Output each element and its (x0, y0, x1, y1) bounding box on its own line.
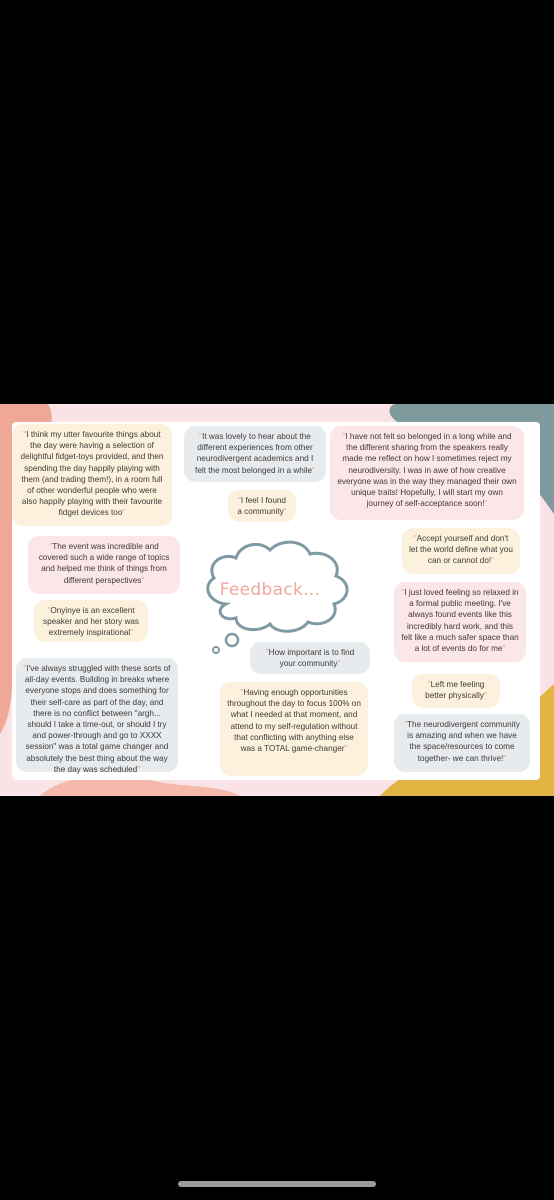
quote-bubble: "I have not felt so belonged in a long while and the different sharing from the speakers really made me reflect on how I sometimes reject my neurodiversity. I was in awe of how creative everyone was in the way they managed their own unique traits! Hopefully, I will start my own journey of self-acceptance soon!" (330, 426, 524, 520)
quote-bubble: "I just loved feeling so relaxed in a formal public meeting. I've always found events like this incredibly hard work, and this felt like a much safer space than a lot of events do for me" (394, 582, 526, 662)
quote-bubble: "It was lovely to hear about the different experiences from other neurodivergent academics and I felt the most belonged in a while" (184, 426, 326, 482)
quote-bubble: "The neurodivergent community is amazing and when we have the space/resources to come together- we can thrive!" (394, 714, 530, 772)
quote-bubble: "How important is to find your community" (250, 642, 370, 674)
quote-bubble: "I think my utter favourite things about the day were having a selection of delightful fidget-toys provided, and then spending the day happily playing with them (and trading them!), in a room full of other wonderful people who were also happily playing with their favourite fidget devices too" (12, 424, 172, 526)
quote-bubble: "Having enough opportunities throughout the day to focus 100% on what I needed at that moment, and attend to my self-regulation without that conflicting with anything else was a TOTAL game-changer" (220, 682, 368, 776)
quote-bubble: "Onyinye is an excellent speaker and her story was extremely inspirational" (34, 600, 148, 642)
quote-bubble: "I've always struggled with these sorts of all-day events. Building in breaks where everyone stops and does something for their self-care as part of the day, and there is no conflict between "argh... should I take a time-out, or should I try and power-through and go to XXXX session" was a total game changer and absolutely the best thing about the way the day was scheduled" (16, 658, 178, 772)
quote-bubble: "Left me feeling better physically" (412, 674, 500, 708)
feedback-image (0, 404, 554, 796)
home-indicator[interactable] (178, 1181, 376, 1187)
quote-bubble: "Accept yourself and don't let the world define what you can or cannot do!" (402, 528, 520, 574)
quote-bubble: "The event was incredible and covered such a wide range of topics and helped me think of things from different perspectives" (28, 536, 180, 594)
feedback-title: Feedback... (219, 580, 321, 600)
quote-bubble: "I feel I found a community" (228, 490, 296, 522)
